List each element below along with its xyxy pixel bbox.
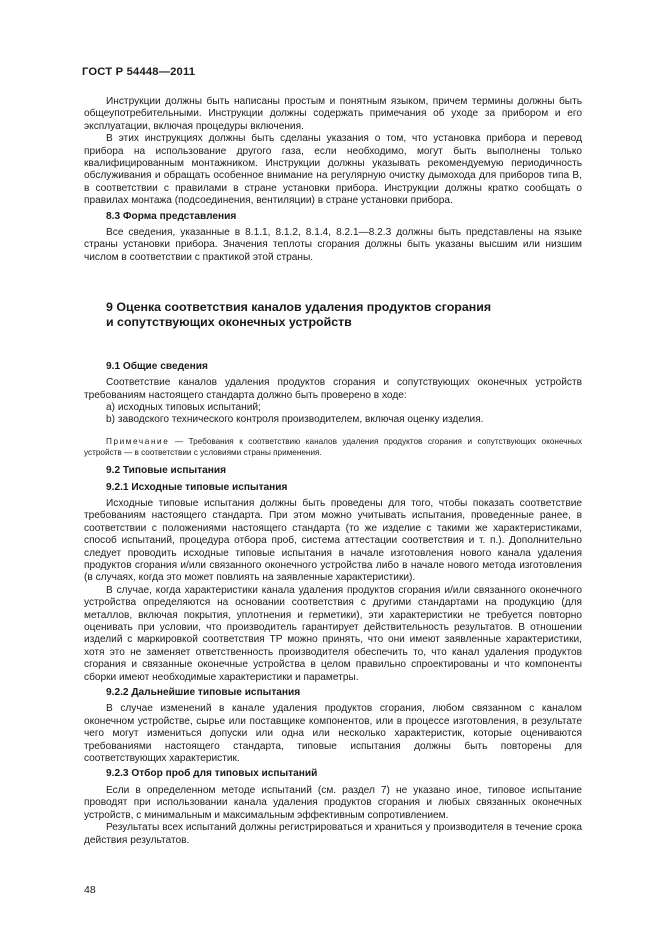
section-9-2-3-title: 9.2.3 Отбор проб для типовых испытаний <box>106 768 318 780</box>
paragraph-instructions-language: Инструкции должны быть написаны простым и понятным языком, причем термины должны быть общеупотребительными. Инструкции должны содержать примечания об уходе за прибором и его эксплуатации, включая процедуры включения. <box>84 96 582 132</box>
section-8-3-text: Все сведения, указанные в 8.1.1, 8.1.2, 8.1.4, 8.2.1—8.2.3 должны быть представлены на языке страны установки прибора. Значения теплоты сгорания должны быть указаны высшим или низшим числом в соответствии с практикой этой страны. <box>84 227 582 263</box>
section-9-title <box>106 300 576 330</box>
section-9-2-1-paragraph-2: В случае, когда характеристики канала удаления продуктов сгорания и/или связанного оконечного устройства определяются на основании соответствия с другими стандартами на продукцию (для металлов, включая покрытия, уплотнения и герметики), эти характеристики не требуется повторно оценивать при условии, что производитель гарантирует действительность результатов. В отношении изделий с маркировкой соответствия ТР можно принять, что они имеют заявленные характеристики, хотя это не заменяет ответственность производителя обеспечить то, что канал удаления продуктов сгорания и связанные оконечные устройства в целом правильно спроектированы и что компоненты сборки имеют необходимые характеристики и параметры. <box>84 584 582 683</box>
section-9-2-3-paragraph-2: Результаты всех испытаний должны регистрироваться и храниться у производителя в течение срока действия результатов. <box>84 822 582 846</box>
section-8-3-title: 8.3 Форма представления <box>106 210 237 222</box>
section-9-2-1-title: 9.2.1 Исходные типовые испытания <box>106 481 288 493</box>
section-9-2-3-paragraph-1: Если в определенном методе испытаний (см. раздел 7) не указано иное, типовое испытание проводят при использовании канала удаления продуктов сгорания и любых связанных оконечных устройств, с минимальным и максимальным эффективным сопротивлением. <box>84 784 582 821</box>
section-9-1-text: Соответствие каналов удаления продуктов сгорания и сопутствующих оконечных устройств требованиям настоящего стандарта должно быть проверено в ходе: <box>84 377 582 401</box>
section-9-2-2-text: В случае изменений в канале удаления продуктов сгорания, любом связанном с каналом оконечном устройстве, сырье или поставщике компонентов, или в процессе изготовления, в результате чего могут измениться допуски или одна или несколько характеристик, которые оцениваются требованиями настоящего стандарта, типовые испытания должны быть повторены для соответствующих характеристик. <box>84 703 582 765</box>
section-9-2-title: 9.2 Типовые испытания <box>106 465 226 477</box>
standard-header: ГОСТ Р 54448—2011 <box>82 66 196 78</box>
note <box>84 436 582 458</box>
page-number: 48 <box>84 884 96 896</box>
list-item-a: a) исходных типовых испытаний; <box>106 401 261 413</box>
page-content <box>84 96 582 847</box>
paragraph-instructions-installation: В этих инструкциях должны быть сделаны указания о том, что установка прибора и перевод прибора на использование другого газа, если необходимо, могут быть выполнены только квалифицированным монтажником. Инструкции должны указывать рекомендуемую периодичность обслуживания и обращать особенное внимание на регулярную очистку дымохода для приборов типа B, в соответствии с правилами в стране установки прибора. Инструкции должны кратко сообщать о правилах монтажа (подсоединения, вентиляции) в стране установки прибора. <box>84 133 582 207</box>
section-9-2-2-title: 9.2.2 Дальнейшие типовые испытания <box>106 687 301 699</box>
note-text: — Требования к соответствию каналов удаления продуктов сгорания и сопутствующих оконечных устройств — в соответствии с условиями страны применения. <box>84 436 582 457</box>
section-9-title-line1: 9 Оценка соответствия каналов удаления продуктов сгорания <box>106 300 492 315</box>
list-item-b: b) заводского технического контроля производителем, включая оценку изделия. <box>106 414 484 426</box>
section-9-2-1-paragraph-1: Исходные типовые испытания должны быть проведены для того, чтобы показать соответствие требованиям настоящего стандарта. При этом можно учитывать испытания, проведенные ранее, в соответствии с положениями настоящего стандарта (то же изделие с такими же характеристиками, способ испытаний, процедура отбора проб, система аттестации соответствия и т. п.). Дополнительно следует проводить исходные типовые испытания в начале изготовления нового канала удаления продуктов сгорания и/или связанного оконечного устройства либо в начале нового метода изготовления (в случаях, когда это может повлиять на заявленные характеристики). <box>84 497 582 584</box>
section-9-1-title: 9.1 Общие сведения <box>106 360 208 372</box>
section-9-title-line2: и сопутствующих оконечных устройств <box>106 315 352 330</box>
note-label: Примечание <box>106 436 170 446</box>
